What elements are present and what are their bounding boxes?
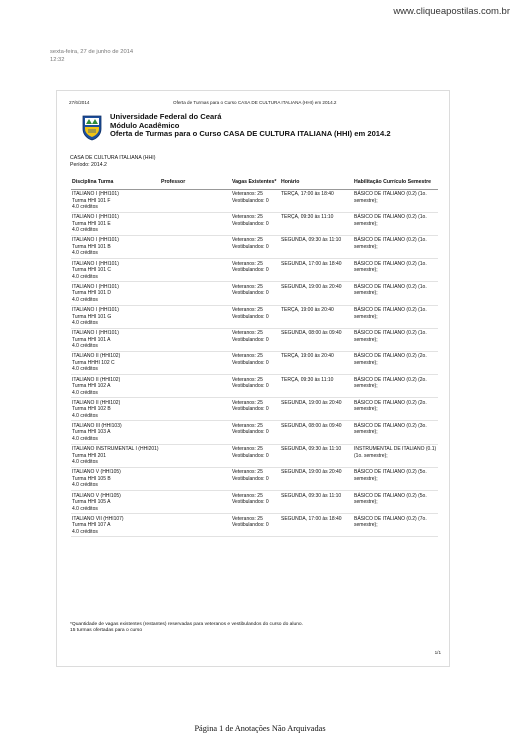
credits: 4.0 créditos bbox=[72, 296, 98, 303]
table-cell bbox=[353, 444, 438, 467]
table-cell bbox=[160, 444, 231, 467]
qualification: BÁSICO DE ITALIANO (0.2) (1o. semestre); bbox=[354, 260, 427, 274]
veteran-seats: Veteranos: 25 bbox=[232, 353, 263, 360]
discipline-name: ITALIANO I (HHI101) bbox=[72, 330, 119, 337]
course-period: Período: 2014.2 bbox=[70, 161, 107, 168]
credits: 4.0 créditos bbox=[72, 435, 98, 442]
credits: 4.0 créditos bbox=[72, 482, 98, 489]
class-name: Turma HHI 105 B bbox=[72, 475, 111, 482]
schedule: TERÇA, 19:00 às 20:40 bbox=[281, 353, 334, 360]
table-cell bbox=[160, 467, 231, 490]
table-cell bbox=[353, 467, 438, 490]
table-cell bbox=[160, 398, 231, 421]
table-cell bbox=[353, 421, 438, 444]
table-cell bbox=[71, 467, 160, 490]
table-row bbox=[71, 375, 438, 398]
table-cell bbox=[231, 189, 280, 212]
table-cell bbox=[231, 305, 280, 328]
table-row bbox=[71, 212, 438, 235]
col-disciplina: Disciplina Turma bbox=[71, 178, 160, 189]
table-row bbox=[71, 282, 438, 305]
table-cell bbox=[160, 491, 231, 514]
qualification: BÁSICO DE ITALIANO (0.2) (1o. semestre); bbox=[354, 283, 427, 297]
freshman-seats: Vestibulandos: 0 bbox=[232, 359, 269, 366]
col-vagas: Vagas Existentes* bbox=[231, 178, 280, 189]
qualification: BÁSICO DE ITALIANO (0.2) (1o. semestre); bbox=[354, 307, 427, 320]
freshman-seats: Vestibulandos: 0 bbox=[232, 243, 269, 250]
table-row bbox=[71, 235, 438, 258]
table-cell bbox=[160, 282, 231, 305]
table-cell bbox=[280, 235, 353, 258]
table-cell bbox=[280, 375, 353, 398]
schedule: TERÇA, 19:00 às 20:40 bbox=[281, 307, 334, 314]
table-cell bbox=[160, 421, 231, 444]
table-cell bbox=[160, 235, 231, 258]
class-name: Turma HHI 101 A bbox=[72, 336, 111, 343]
schedule: SEGUNDA, 09:30 às 11:10 bbox=[281, 237, 342, 244]
credits: 4.0 créditos bbox=[72, 366, 98, 373]
qualification: BÁSICO DE ITALIANO (0.2) (2o. semestre); bbox=[354, 399, 427, 413]
class-name: Turma HHHI 102 C bbox=[72, 359, 115, 366]
class-name: Turma HHI 105 A bbox=[72, 499, 111, 506]
table-cell bbox=[71, 282, 160, 305]
veteran-seats: Veteranos: 25 bbox=[232, 515, 263, 522]
veteran-seats: Veteranos: 25 bbox=[232, 283, 263, 290]
schedule: SEGUNDA, 17:00 às 18:40 bbox=[281, 515, 342, 522]
veteran-seats: Veteranos: 25 bbox=[232, 237, 263, 244]
table-cell bbox=[280, 189, 353, 212]
table-cell bbox=[353, 491, 438, 514]
table-cell bbox=[353, 282, 438, 305]
class-name: Turma HHI 101 C bbox=[72, 267, 111, 274]
table-cell bbox=[231, 421, 280, 444]
course-name: CASA DE CULTURA ITALIANA (HHI) bbox=[70, 155, 156, 161]
veteran-seats: Veteranos: 25 bbox=[232, 446, 263, 453]
table-row bbox=[71, 514, 438, 537]
discipline-name: ITALIANO I (HHI101) bbox=[72, 307, 119, 314]
table-cell bbox=[231, 444, 280, 467]
freshman-seats: Vestibulandos: 0 bbox=[232, 475, 269, 482]
schedule: SEGUNDA, 08:00 às 09:40 bbox=[281, 330, 342, 337]
class-name: Turma HHI 101 G bbox=[72, 313, 112, 320]
page-number: 1/1 bbox=[434, 650, 441, 655]
table-cell bbox=[71, 328, 160, 351]
qualification: BÁSICO DE ITALIANO (0.2) (5o. semestre); bbox=[354, 469, 427, 482]
table-row bbox=[71, 467, 438, 490]
table-cell bbox=[280, 305, 353, 328]
class-name: Turma HHI 102 A bbox=[72, 383, 111, 390]
table-cell bbox=[353, 351, 438, 374]
discipline-name: ITALIANO VII (HHI107) bbox=[72, 515, 124, 522]
table-cell bbox=[160, 514, 231, 537]
schedule: SEGUNDA, 09:30 às 11:10 bbox=[281, 446, 342, 453]
table-cell bbox=[71, 375, 160, 398]
qualification: INSTRUMENTAL DE ITALIANO (0.1) (1o. semestre); bbox=[354, 446, 437, 459]
discipline-name: ITALIANO I (HHI101) bbox=[72, 283, 119, 290]
veteran-seats: Veteranos: 25 bbox=[232, 399, 263, 406]
credits: 4.0 créditos bbox=[72, 273, 98, 280]
page-footer: Página 1 de Anotações Não Arquivadas bbox=[194, 724, 326, 733]
table-cell bbox=[280, 212, 353, 235]
table-cell bbox=[160, 189, 231, 212]
qualification: BÁSICO DE ITALIANO (0.2) (3o. semestre); bbox=[354, 422, 427, 436]
table-cell bbox=[231, 351, 280, 374]
table-cell bbox=[280, 328, 353, 351]
schedule: SEGUNDA, 19:00 às 20:40 bbox=[281, 283, 342, 290]
freshman-seats: Vestibulandos: 0 bbox=[232, 499, 269, 506]
table-cell bbox=[160, 375, 231, 398]
discipline-name: ITALIANO I (HHI101) bbox=[72, 191, 119, 198]
table-cell bbox=[353, 305, 438, 328]
table-cell bbox=[280, 351, 353, 374]
table-cell bbox=[280, 444, 353, 467]
schedule: SEGUNDA, 09:30 às 11:10 bbox=[281, 492, 342, 499]
table-cell bbox=[231, 282, 280, 305]
col-professor: Professor bbox=[160, 178, 231, 189]
credits: 4.0 créditos bbox=[72, 528, 98, 535]
table-row bbox=[71, 259, 438, 282]
footnote-count: 15 turmas ofertadas para o curso bbox=[70, 628, 143, 634]
freshman-seats: Vestibulandos: 0 bbox=[232, 383, 269, 390]
freshman-seats: Vestibulandos: 0 bbox=[232, 220, 269, 227]
table-cell bbox=[353, 212, 438, 235]
freshman-seats: Vestibulandos: 0 bbox=[232, 197, 269, 204]
footnote bbox=[70, 622, 303, 635]
discipline-name: ITALIANO V (HHI105) bbox=[72, 492, 121, 499]
schedule: SEGUNDA, 08:00 às 09:40 bbox=[281, 422, 342, 429]
table-cell bbox=[71, 444, 160, 467]
credits: 4.0 créditos bbox=[72, 505, 98, 512]
table-cell bbox=[71, 235, 160, 258]
discipline-name: ITALIANO II (HHI102) bbox=[72, 353, 121, 360]
watermark-url: www.cliqueapostilas.com.br bbox=[393, 6, 510, 17]
table-cell bbox=[160, 259, 231, 282]
table-row bbox=[71, 305, 438, 328]
credits: 4.0 créditos bbox=[72, 250, 98, 257]
offer-table bbox=[71, 178, 438, 537]
qualification: BÁSICO DE ITALIANO (0.2) (1o. semestre); bbox=[354, 237, 427, 250]
table-cell bbox=[280, 514, 353, 537]
freshman-seats: Vestibulandos: 0 bbox=[232, 290, 269, 297]
table-cell bbox=[231, 259, 280, 282]
discipline-name: ITALIANO INSTRUMENTAL I (HHI201) bbox=[72, 446, 159, 453]
table-cell bbox=[71, 421, 160, 444]
qualification: BÁSICO DE ITALIANO (0.2) (1o. semestre); bbox=[354, 330, 427, 343]
table-cell bbox=[160, 351, 231, 374]
freshman-seats: Vestibulandos: 0 bbox=[232, 336, 269, 343]
table-cell bbox=[353, 514, 438, 537]
veteran-seats: Veteranos: 25 bbox=[232, 191, 263, 198]
printed-page bbox=[56, 90, 450, 667]
table-cell bbox=[71, 514, 160, 537]
veteran-seats: Veteranos: 25 bbox=[232, 260, 263, 267]
schedule: TERÇA, 17:00 às 18:40 bbox=[281, 191, 334, 198]
discipline-name: ITALIANO II (HHI102) bbox=[72, 399, 121, 406]
print-header-date: 27/6/2014 bbox=[69, 100, 90, 105]
qualification: BÁSICO DE ITALIANO (0.2) (2o. semestre); bbox=[354, 376, 427, 390]
veteran-seats: Veteranos: 25 bbox=[232, 469, 263, 476]
table-row bbox=[71, 189, 438, 212]
university-name: Universidade Federal do Ceará bbox=[110, 112, 222, 121]
table-cell bbox=[71, 259, 160, 282]
table-cell bbox=[231, 398, 280, 421]
discipline-name: ITALIANO II (HHI102) bbox=[72, 376, 121, 383]
table-cell bbox=[71, 351, 160, 374]
veteran-seats: Veteranos: 25 bbox=[232, 492, 263, 499]
table-cell bbox=[231, 212, 280, 235]
course-info bbox=[70, 155, 155, 168]
qualification: BÁSICO DE ITALIANO (0.2) (1o. semestre); bbox=[354, 191, 427, 204]
discipline-name: ITALIANO III (HHI103) bbox=[72, 422, 122, 429]
credits: 4.0 créditos bbox=[72, 389, 98, 396]
class-name: Turma HHI 103 A bbox=[72, 429, 111, 436]
table-cell bbox=[71, 212, 160, 235]
table-cell bbox=[160, 305, 231, 328]
discipline-name: ITALIANO V (HHI105) bbox=[72, 469, 121, 476]
table-cell bbox=[353, 235, 438, 258]
table-cell bbox=[71, 189, 160, 212]
footnote-note: *Quantidade de vagas existentes (restantes) reservadas para veteranos e vestibulandos do curso do aluno. bbox=[70, 622, 303, 627]
timestamp-date: sexta-feira, 27 de junho de 2014 bbox=[50, 49, 134, 55]
table-cell bbox=[231, 491, 280, 514]
qualification: BÁSICO DE ITALIANO (0.2) (2o. semestre); bbox=[354, 353, 427, 366]
freshman-seats: Vestibulandos: 0 bbox=[232, 267, 269, 274]
class-name: Turma HHI 107 A bbox=[72, 522, 111, 529]
freshman-seats: Vestibulandos: 0 bbox=[232, 452, 269, 459]
discipline-name: ITALIANO I (HHI101) bbox=[72, 214, 119, 221]
credits: 4.0 créditos bbox=[72, 320, 98, 327]
col-horario: Horário bbox=[280, 178, 353, 189]
class-name: Turma HHI 102 B bbox=[72, 406, 111, 413]
qualification: BÁSICO DE ITALIANO (0.2) (5o. semestre); bbox=[354, 492, 427, 506]
offer-title: Oferta de Turmas para o Curso CASA DE CULTURA ITALIANA (HHI) em 2014.2 bbox=[110, 129, 391, 139]
schedule: TERÇA, 09:30 às 11:10 bbox=[281, 376, 334, 383]
table-cell bbox=[353, 398, 438, 421]
table-cell bbox=[280, 282, 353, 305]
veteran-seats: Veteranos: 25 bbox=[232, 214, 263, 221]
schedule: TERÇA, 09:30 às 11:10 bbox=[281, 214, 334, 221]
freshman-seats: Vestibulandos: 0 bbox=[232, 429, 269, 436]
schedule: SEGUNDA, 17:00 às 18:40 bbox=[281, 260, 342, 267]
table-row bbox=[71, 421, 438, 444]
table-cell bbox=[353, 259, 438, 282]
table-cell bbox=[231, 375, 280, 398]
credits: 4.0 créditos bbox=[72, 459, 98, 466]
freshman-seats: Vestibulandos: 0 bbox=[232, 313, 269, 320]
class-name: Turma HHI 101 E bbox=[72, 220, 111, 227]
col-habilitacao: Habilitação Currículo Semestre bbox=[353, 178, 438, 189]
table-row bbox=[71, 351, 438, 374]
veteran-seats: Veteranos: 25 bbox=[232, 376, 263, 383]
qualification: BÁSICO DE ITALIANO (0.2) (7o. semestre); bbox=[354, 515, 427, 529]
table-cell bbox=[353, 375, 438, 398]
table-cell bbox=[160, 212, 231, 235]
table-cell bbox=[280, 421, 353, 444]
table-row bbox=[71, 444, 438, 467]
table-cell bbox=[71, 305, 160, 328]
print-header-title: Oferta de Turmas para o Curso CASA DE CULTURA ITALIANA (HHI) em 2014.2 bbox=[173, 100, 337, 105]
credits: 4.0 créditos bbox=[72, 227, 98, 234]
table-cell bbox=[280, 259, 353, 282]
credits: 4.0 créditos bbox=[72, 204, 98, 211]
table-row bbox=[71, 491, 438, 514]
credits: 4.0 créditos bbox=[72, 343, 98, 350]
class-name: Turma HHI 101 F bbox=[72, 197, 111, 204]
credits: 4.0 créditos bbox=[72, 412, 98, 419]
table-row bbox=[71, 328, 438, 351]
discipline-name: ITALIANO I (HHI101) bbox=[72, 260, 119, 267]
freshman-seats: Vestibulandos: 0 bbox=[232, 406, 269, 413]
table-cell bbox=[280, 491, 353, 514]
table-cell bbox=[231, 514, 280, 537]
class-name: Turma HHI 101 B bbox=[72, 243, 111, 250]
table-cell bbox=[280, 398, 353, 421]
table-cell bbox=[280, 467, 353, 490]
table-cell bbox=[71, 491, 160, 514]
class-name: Turma HHI 201 bbox=[72, 452, 106, 459]
qualification: BÁSICO DE ITALIANO (0.2) (1o. semestre); bbox=[354, 214, 427, 227]
class-name: Turma HHI 101 D bbox=[72, 290, 111, 297]
freshman-seats: Vestibulandos: 0 bbox=[232, 522, 269, 529]
schedule: SEGUNDA, 19:00 às 20:40 bbox=[281, 399, 342, 406]
table-header-row bbox=[71, 178, 438, 189]
veteran-seats: Veteranos: 25 bbox=[232, 307, 263, 314]
table-cell bbox=[160, 328, 231, 351]
timestamp bbox=[50, 48, 133, 64]
table-row bbox=[71, 398, 438, 421]
table-cell bbox=[231, 235, 280, 258]
table-cell bbox=[231, 328, 280, 351]
table-cell bbox=[71, 398, 160, 421]
university-logo-icon bbox=[81, 115, 103, 141]
veteran-seats: Veteranos: 25 bbox=[232, 330, 263, 337]
timestamp-time: 12:32 bbox=[50, 57, 65, 63]
discipline-name: ITALIANO I (HHI101) bbox=[72, 237, 119, 244]
veteran-seats: Veteranos: 25 bbox=[232, 422, 263, 429]
table-cell bbox=[353, 189, 438, 212]
table-cell bbox=[231, 467, 280, 490]
institution-header bbox=[110, 113, 391, 139]
schedule: SEGUNDA, 19:00 às 20:40 bbox=[281, 469, 342, 476]
module-name: Módulo Acadêmico bbox=[110, 120, 180, 130]
table-cell bbox=[353, 328, 438, 351]
